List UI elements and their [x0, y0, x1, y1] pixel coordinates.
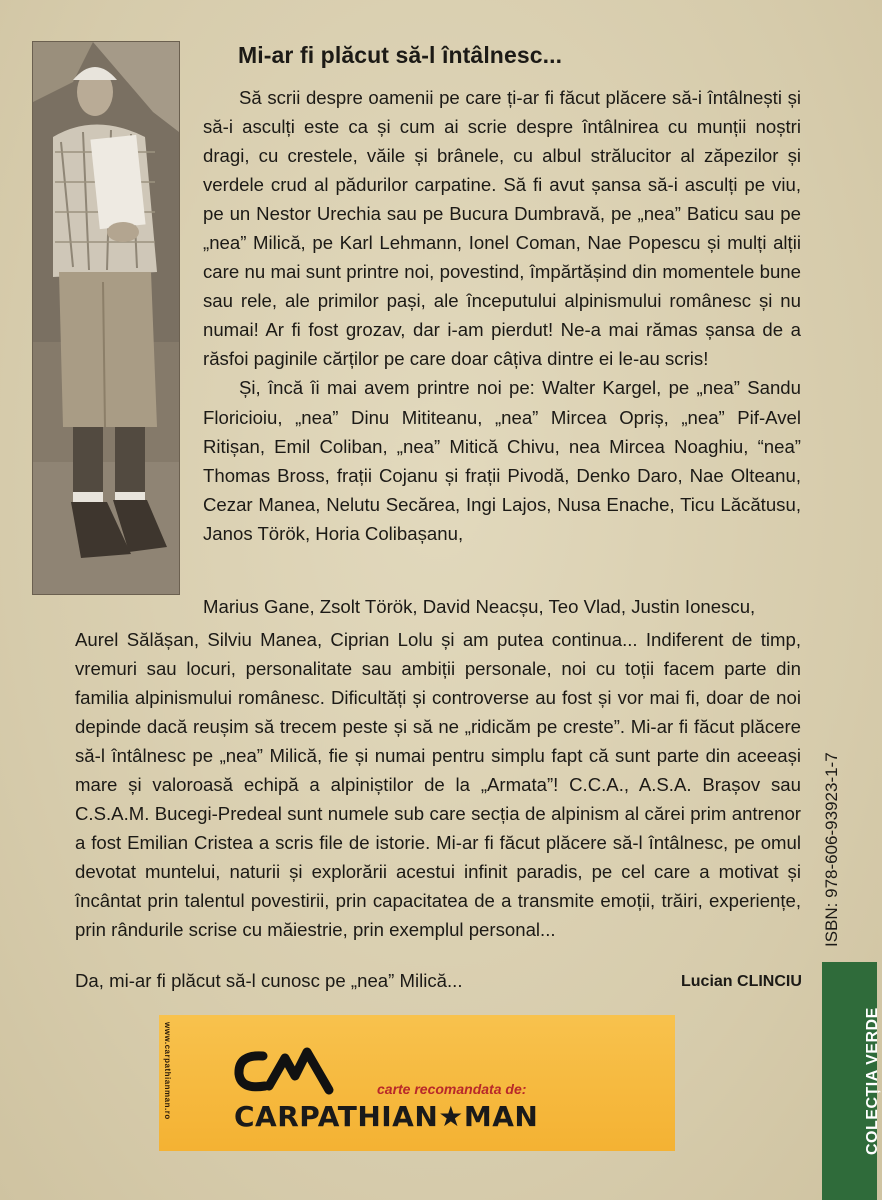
photo-illustration — [33, 42, 179, 594]
paragraph-names-start: Și, încă îi mai avem printre noi pe: Walter Kargel, pe „nea” Sandu Floricioiu, „nea” Dinu Mititeanu, „nea” Mircea Opriș, „nea” Pif-Avel Ritișan, Emil Coliban, „nea” Mitică Chivu, nea Mircea Noaghiu, “nea” Thomas Bross, frații Cojanu și frații Pivodă, Denko Daro, Nae Olteanu, Cezar Manea, Nelutu Secărea, Ingi Lajos, Nusa Enache, Ticu Lăcătusu, Janos Török, Horia Colibașanu, — [203, 377, 801, 544]
intro-text-block — [203, 83, 801, 548]
names-line: Marius Gane, Zsolt Török, David Neacșu, Teo Vlad, Justin Ionescu, — [203, 596, 756, 617]
isbn-text: ISBN: 978-606-93923-1-7 — [822, 752, 841, 947]
promo-brand: CARPATHIAN★MAN — [234, 1100, 539, 1133]
page-title: Mi-ar fi plăcut să-l întâlnesc... — [238, 42, 563, 68]
author-photo — [33, 42, 179, 594]
paragraph-names-continued: Aurel Sălășan, Silviu Manea, Ciprian Lolu și am putea continua... Indiferent de timp, vremuri sau locuri, personalitate sau ambiții personale, noi cu toții facem parte din familia alpinismului românesc. Dificultăți și controverse au fost și vor mai fi, doar de noi depinde dacă reușim să trecem peste și să ne „ridicăm pe creste”. Mi-ar fi făcut plăcere să-l întâlnesc pe „nea” Milică, fie și numai pentru simplu fapt că sunt parte din aceeași mare și valoroasă echipă a alpiniștilor de la „Armata”! C.C.A., A.S.A. Brașov sau C.S.A.M. Bucegi-Predeal sunt numele sub care secția de alpinism al cărei prim antrenor a fost Emilian Cristea a scris file de istorie. Mi-ar fi făcut plăcere să-l întâlnesc, pe omul devotat muntelui, naturii și explorării acestui infinit paradis, pe cel care a motivat și încântat prin talentul povestirii, prin capacitatea de a transmite emoții, trăiri, experiențe, prin rândurile scrise cu măiestrie, prin exemplul personal... — [75, 629, 801, 941]
main-text-block — [75, 625, 801, 945]
carpathianman-logo-icon — [233, 1046, 333, 1096]
promo-url: www.carpathianman.ro — [163, 1022, 172, 1120]
collection-label: COLECȚIA VERDE — [864, 1007, 881, 1155]
author-signature: Lucian CLINCIU — [681, 973, 802, 990]
paragraph-intro: Să scrii despre oamenii pe care ți-ar fi făcut plăcere să-i întâlnești și să-i asculți este ca și cum ai scrie despre întâlnirea cu munții noștri dragi, cu crestele, văile și brânele, cu albul strălucitor al zăpezilor și verdele crud al pădurilor carpatine. Să fi avut șansa să-i asculți pe viu, pe un Nestor Urechia sau pe Bucura Dumbravă, pe „nea” Baticu sau pe „nea” Milică, pe Karl Lehmann, Ionel Coman, Nae Popescu și mulți alții care nu mai sunt printre noi, povestind, împărtășind din momentele bune sau rele, ale primilor pași, ale începutului alpinismului românesc și nu numai! Ar fi fost grozav, dar i-am pierdut! Ne-a mai rămas șansa de a răsfoi paginile cărților pe care doar câțiva dintre ei le-au scris! — [203, 87, 801, 370]
promo-subtitle: carte recomandata de: — [377, 1081, 527, 1097]
closing-line: Da, mi-ar fi plăcut să-l cunosc pe „nea” Milică... — [75, 970, 463, 991]
